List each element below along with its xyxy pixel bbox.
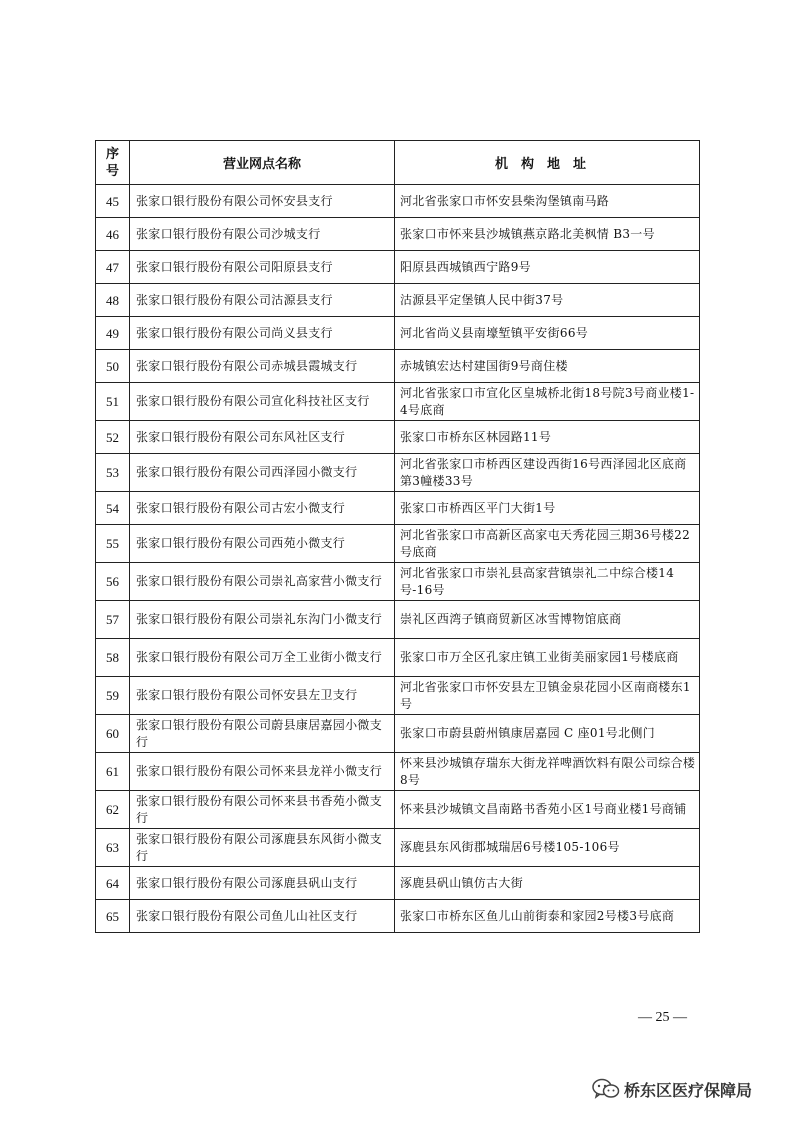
row-branch-name: 张家口银行股份有限公司沙城支行 bbox=[130, 218, 395, 251]
row-branch-name: 张家口银行股份有限公司沽源县支行 bbox=[130, 284, 395, 317]
row-address: 河北省张家口市桥西区建设西街16号西泽园北区底商第3幢楼33号 bbox=[395, 454, 700, 492]
row-address: 河北省张家口市怀安县柴沟堡镇南马路 bbox=[395, 185, 700, 218]
table-row bbox=[96, 867, 700, 900]
row-branch-name: 张家口银行股份有限公司阳原县支行 bbox=[130, 251, 395, 284]
row-branch-name: 张家口银行股份有限公司怀来县书香苑小微支行 bbox=[130, 791, 395, 829]
row-address: 崇礼区西湾子镇商贸新区冰雪博物馆底商 bbox=[395, 601, 700, 639]
row-serial: 50 bbox=[96, 350, 130, 383]
table-row bbox=[96, 601, 700, 639]
row-address: 赤城镇宏达村建国街9号商住楼 bbox=[395, 350, 700, 383]
row-serial: 59 bbox=[96, 677, 130, 715]
row-serial: 48 bbox=[96, 284, 130, 317]
row-address: 河北省张家口市崇礼县高家营镇崇礼二中综合楼14号-16号 bbox=[395, 563, 700, 601]
header-serial bbox=[96, 141, 130, 185]
row-branch-name: 张家口银行股份有限公司万全工业街小微支行 bbox=[130, 639, 395, 677]
table-row bbox=[96, 900, 700, 933]
table-row bbox=[96, 715, 700, 753]
row-address: 张家口市怀来县沙城镇燕京路北美枫情 B3一号 bbox=[395, 218, 700, 251]
row-branch-name: 张家口银行股份有限公司崇礼东沟门小微支行 bbox=[130, 601, 395, 639]
footer-text: 桥东区医疗保障局 bbox=[624, 1080, 753, 1100]
table-row bbox=[96, 639, 700, 677]
table-row bbox=[96, 251, 700, 284]
row-serial: 55 bbox=[96, 525, 130, 563]
table-row bbox=[96, 218, 700, 251]
row-branch-name: 张家口银行股份有限公司崇礼高家营小微支行 bbox=[130, 563, 395, 601]
row-branch-name: 张家口银行股份有限公司涿鹿县东风街小微支行 bbox=[130, 829, 395, 867]
header-address bbox=[395, 141, 700, 185]
row-address: 张家口市桥东区鱼儿山前街泰和家园2号楼3号底商 bbox=[395, 900, 700, 933]
table-row bbox=[96, 185, 700, 218]
table-row bbox=[96, 383, 700, 421]
row-serial: 57 bbox=[96, 601, 130, 639]
row-serial: 60 bbox=[96, 715, 130, 753]
row-serial: 64 bbox=[96, 867, 130, 900]
row-branch-name: 张家口银行股份有限公司东风社区支行 bbox=[130, 421, 395, 454]
table-row bbox=[96, 677, 700, 715]
row-serial: 45 bbox=[96, 185, 130, 218]
row-address: 怀来县沙城镇存瑞东大街龙祥啤酒饮料有限公司综合楼8号 bbox=[395, 753, 700, 791]
header-address-label: 机构地址 bbox=[494, 157, 599, 172]
row-branch-name: 张家口银行股份有限公司怀安县左卫支行 bbox=[130, 677, 395, 715]
header-serial-label: 序号 bbox=[105, 146, 119, 179]
table-row bbox=[96, 563, 700, 601]
row-address: 河北省尚义县南壕堑镇平安街66号 bbox=[395, 317, 700, 350]
row-serial: 54 bbox=[96, 492, 130, 525]
row-serial: 58 bbox=[96, 639, 130, 677]
row-address: 张家口市万全区孔家庄镇工业街美丽家园1号楼底商 bbox=[395, 639, 700, 677]
row-branch-name: 张家口银行股份有限公司西苑小微支行 bbox=[130, 525, 395, 563]
row-serial: 52 bbox=[96, 421, 130, 454]
row-serial: 63 bbox=[96, 829, 130, 867]
row-address: 张家口市桥西区平门大街1号 bbox=[395, 492, 700, 525]
row-address: 河北省张家口市怀安县左卫镇金泉花园小区南商楼东1号 bbox=[395, 677, 700, 715]
table-row bbox=[96, 350, 700, 383]
row-address: 涿鹿县矾山镇仿古大街 bbox=[395, 867, 700, 900]
row-serial: 53 bbox=[96, 454, 130, 492]
row-address: 河北省张家口市高新区高家屯天秀花园三期36号楼22号底商 bbox=[395, 525, 700, 563]
table-row bbox=[96, 284, 700, 317]
footer-brand bbox=[592, 1076, 752, 1102]
page-number: — 25 — bbox=[638, 1010, 687, 1025]
row-branch-name: 张家口银行股份有限公司古宏小微支行 bbox=[130, 492, 395, 525]
header-name: 营业网点名称 bbox=[130, 141, 395, 185]
row-serial: 56 bbox=[96, 563, 130, 601]
row-serial: 49 bbox=[96, 317, 130, 350]
row-branch-name: 张家口银行股份有限公司蔚县康居嘉园小微支行 bbox=[130, 715, 395, 753]
row-address: 张家口市蔚县蔚州镇康居嘉园 C 座01号北侧门 bbox=[395, 715, 700, 753]
table-row bbox=[96, 421, 700, 454]
row-branch-name: 张家口银行股份有限公司涿鹿县矾山支行 bbox=[130, 867, 395, 900]
row-branch-name: 张家口银行股份有限公司怀安县支行 bbox=[130, 185, 395, 218]
row-branch-name: 张家口银行股份有限公司赤城县霞城支行 bbox=[130, 350, 395, 383]
table-body bbox=[96, 185, 700, 933]
row-serial: 46 bbox=[96, 218, 130, 251]
row-address: 河北省张家口市宣化区皇城桥北街18号院3号商业楼1-4号底商 bbox=[395, 383, 700, 421]
row-branch-name: 张家口银行股份有限公司西泽园小微支行 bbox=[130, 454, 395, 492]
table-row bbox=[96, 791, 700, 829]
row-address: 张家口市桥东区林园路11号 bbox=[395, 421, 700, 454]
table-row bbox=[96, 454, 700, 492]
table-row bbox=[96, 317, 700, 350]
row-branch-name: 张家口银行股份有限公司尚义县支行 bbox=[130, 317, 395, 350]
row-serial: 61 bbox=[96, 753, 130, 791]
table-row bbox=[96, 525, 700, 563]
row-address: 涿鹿县东风街郡城瑞居6号楼105-106号 bbox=[395, 829, 700, 867]
row-serial: 51 bbox=[96, 383, 130, 421]
branch-table bbox=[95, 140, 700, 933]
table-header-row bbox=[96, 141, 700, 185]
row-address: 沽源县平定堡镇人民中街37号 bbox=[395, 284, 700, 317]
row-branch-name: 张家口银行股份有限公司鱼儿山社区支行 bbox=[130, 900, 395, 933]
table-row bbox=[96, 753, 700, 791]
table-row bbox=[96, 829, 700, 867]
row-serial: 65 bbox=[96, 900, 130, 933]
table-row bbox=[96, 492, 700, 525]
row-address: 阳原县西城镇西宁路9号 bbox=[395, 251, 700, 284]
row-branch-name: 张家口银行股份有限公司宣化科技社区支行 bbox=[130, 383, 395, 421]
row-serial: 62 bbox=[96, 791, 130, 829]
row-branch-name: 张家口银行股份有限公司怀来县龙祥小微支行 bbox=[130, 753, 395, 791]
wechat-icon bbox=[592, 1078, 620, 1100]
row-address: 怀来县沙城镇文昌南路书香苑小区1号商业楼1号商铺 bbox=[395, 791, 700, 829]
row-serial: 47 bbox=[96, 251, 130, 284]
